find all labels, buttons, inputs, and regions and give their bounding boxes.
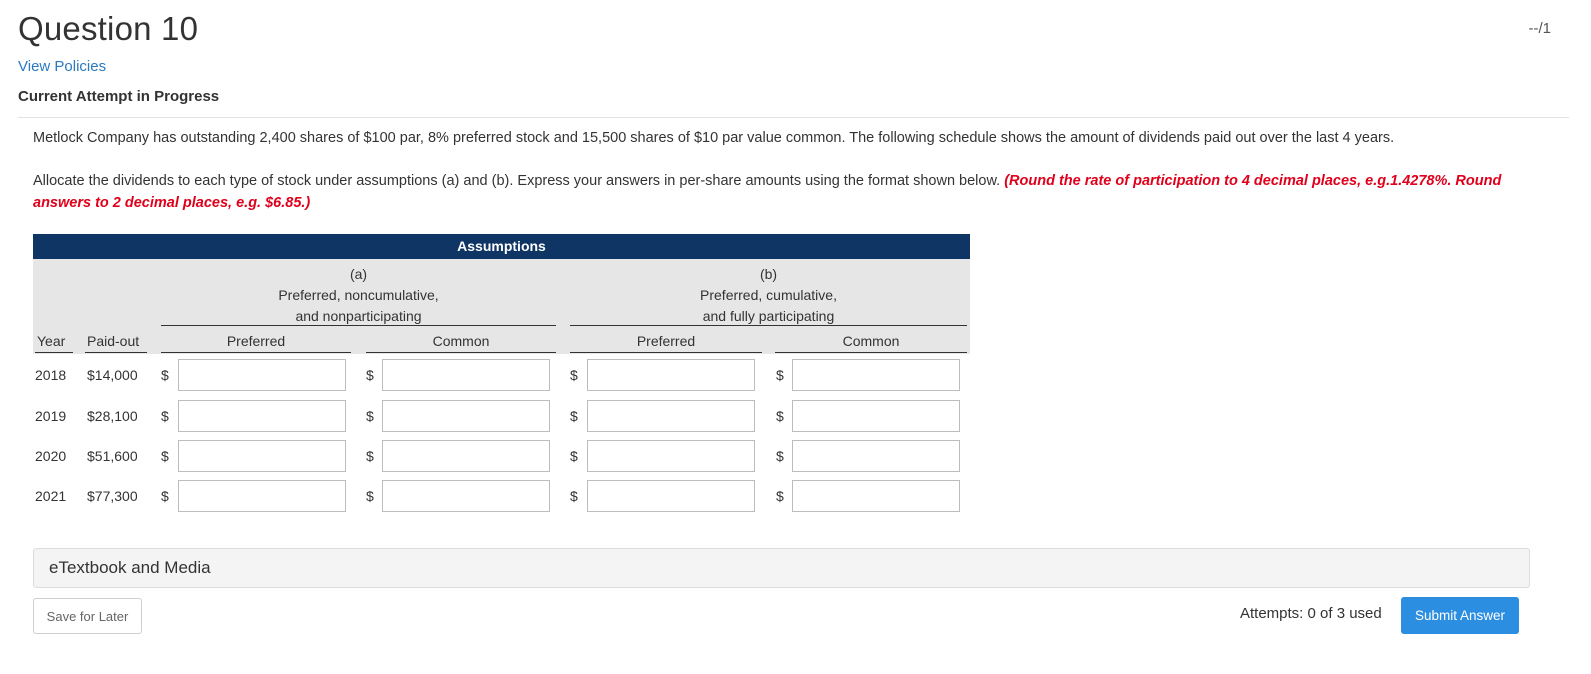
assumption-b-underline [570,325,967,326]
rounding-instruction: (Round the rate of participation to 4 decimal places, e.g.1.4278%. Round answers to 2 decimal places, e.g. $6.85.) [33,173,1502,211]
row-year: 2019 [35,408,67,424]
common-b-input[interactable] [792,359,960,391]
assumption-b-line2: and fully participating [702,308,835,324]
table-row [33,440,970,474]
column-header-common-b: Common [842,333,900,349]
attempts-counter: Attempts: 0 of 3 used [1240,605,1382,622]
preferred-b-input[interactable] [587,480,755,512]
instructions-text: Allocate the dividends to each type of stock under assumptions (a) and (b). Express your answers in per-share amounts using the format shown below. [33,173,1001,189]
common-b-input[interactable] [792,440,960,472]
dividend-table [33,234,970,504]
currency-symbol: $ [570,367,578,383]
table-row [33,400,970,434]
currency-symbol: $ [776,448,784,464]
question-text: Metlock Company has outstanding 2,400 shares of $100 par, 8% preferred stock and 15,500 shares of $10 par value common. The following schedule shows the amount of dividends paid out over the last 4 years. [33,130,1395,146]
row-year: 2018 [35,367,67,383]
currency-symbol: $ [776,408,784,424]
row-year: 2021 [35,488,67,504]
currency-symbol: $ [161,367,169,383]
currency-symbol: $ [161,488,169,504]
attempt-status: Current Attempt in Progress [18,88,220,105]
row-paidout: $28,100 [87,408,138,424]
assumptions-banner: Assumptions [33,234,970,259]
currency-symbol: $ [161,408,169,424]
column-header-preferred-a-underline [161,352,351,353]
row-paidout: $14,000 [87,367,138,383]
preferred-a-input[interactable] [178,400,346,432]
column-header-preferred-b-underline [570,352,762,353]
column-header-common-a-underline [366,352,556,353]
common-a-input[interactable] [382,359,550,391]
assumption-a-line2: and nonparticipating [295,308,422,324]
assumption-b-letter: (b) [759,266,778,282]
assumption-a-underline [161,325,556,326]
question-score: --/1 [1528,20,1551,37]
question-title: Question 10 [18,10,199,47]
table-row [33,359,970,393]
currency-symbol: $ [366,408,374,424]
column-header-preferred-b: Preferred [636,333,696,349]
header-divider [18,117,1569,118]
common-a-input[interactable] [382,480,550,512]
currency-symbol: $ [570,448,578,464]
preferred-a-input[interactable] [178,359,346,391]
assumption-b-header [570,264,967,327]
preferred-b-input[interactable] [587,400,755,432]
currency-symbol: $ [570,408,578,424]
preferred-a-input[interactable] [178,440,346,472]
preferred-b-input[interactable] [587,359,755,391]
column-header-year: Year [37,333,66,349]
assumption-a-letter: (a) [349,266,368,282]
assumption-b-line1: Preferred, cumulative, [700,287,837,303]
column-header-preferred-a: Preferred [226,333,286,349]
etextbook-media-panel[interactable]: eTextbook and Media [33,548,1530,588]
currency-symbol: $ [776,488,784,504]
currency-symbol: $ [776,367,784,383]
save-for-later-button[interactable]: Save for Later [33,598,142,634]
assumption-a-line1: Preferred, noncumulative, [278,287,439,303]
column-header-common-a: Common [432,333,490,349]
preferred-a-input[interactable] [178,480,346,512]
preferred-b-input[interactable] [587,440,755,472]
common-a-input[interactable] [382,440,550,472]
currency-symbol: $ [366,448,374,464]
row-paidout: $77,300 [87,488,138,504]
column-header-paidout: Paid-out [87,333,140,349]
common-a-input[interactable] [382,400,550,432]
currency-symbol: $ [161,448,169,464]
currency-symbol: $ [570,488,578,504]
view-policies-link[interactable]: View Policies [18,58,107,75]
common-b-input[interactable] [792,400,960,432]
question-instructions [33,170,1533,214]
currency-symbol: $ [366,488,374,504]
common-b-input[interactable] [792,480,960,512]
table-row [33,480,970,514]
column-header-year-underline [35,352,73,353]
assumption-a-header [161,264,556,327]
column-header-paidout-underline [85,352,147,353]
row-year: 2020 [35,448,67,464]
submit-answer-button[interactable]: Submit Answer [1401,597,1519,634]
row-paidout: $51,600 [87,448,138,464]
currency-symbol: $ [366,367,374,383]
column-header-common-b-underline [775,352,967,353]
